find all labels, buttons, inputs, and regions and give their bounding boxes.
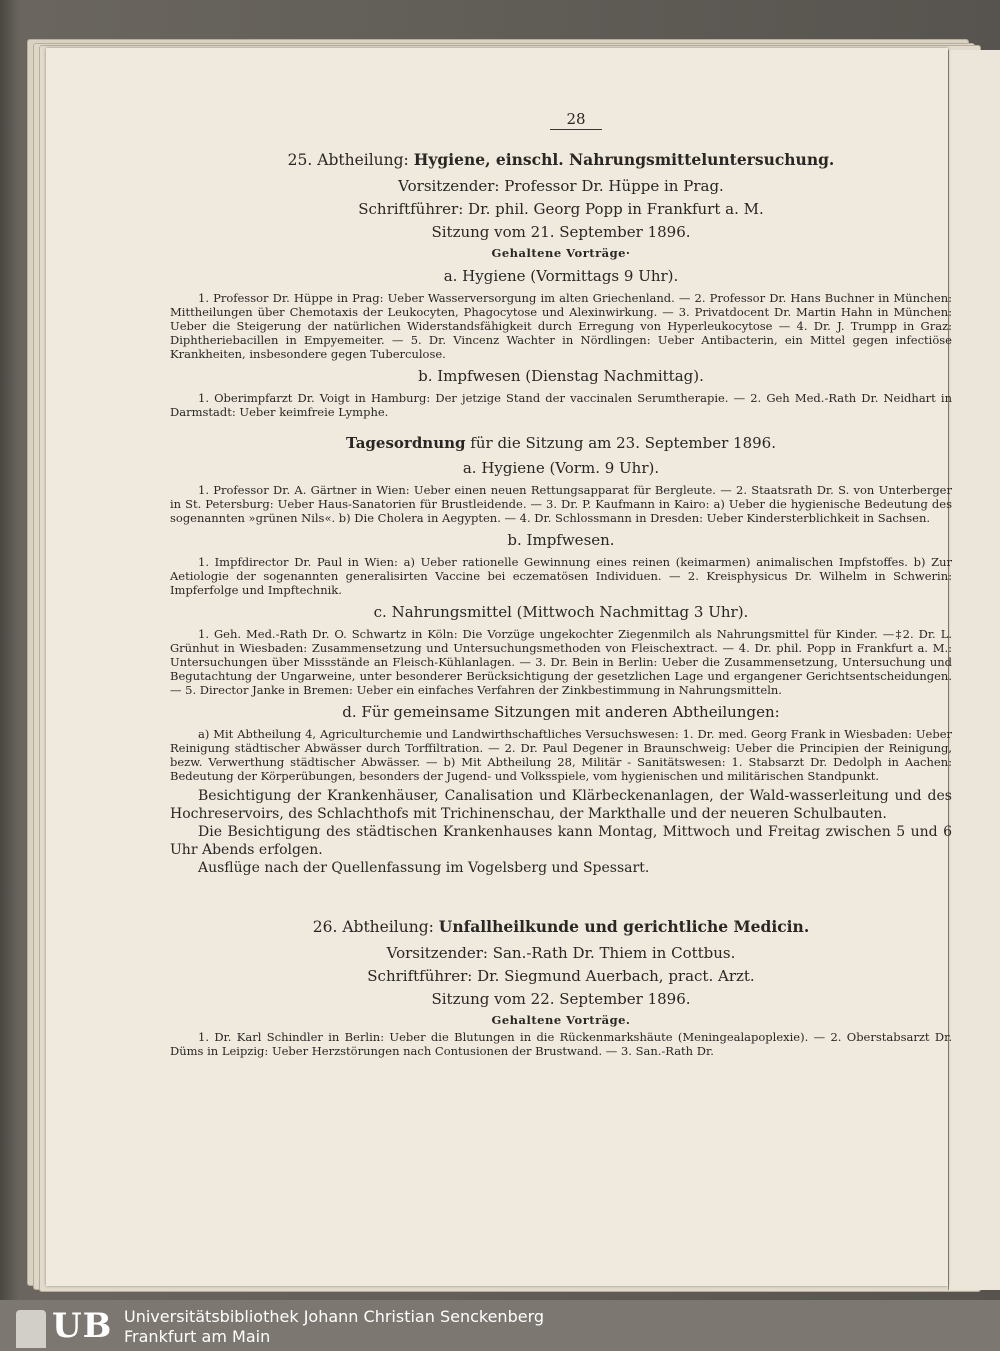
agenda-hygiene-text: 1. Professor Dr. A. Gärtner in Wien: Ueber einen neuen Rettungsapparat für Bergleute. — 2. Staatsrath Dr. S. von Unterberger in St. Petersburg: Ueber Haus-Sanatorien für Brustleidende. — 3. Dr. P. Kaufmann in Kairo: a) Ueber die hygienische Bedeutung des sogenannten »grünen Nils«. b) Die Cholera in Aegypten. — 4. Dr. Schlossmann in Dresden: Ueber Kindersterblichkeit in Sachsen. [170,483,952,525]
library-city: Frankfurt am Main [124,1327,271,1346]
ub-logo-text: UB [52,1306,113,1346]
library-footer [0,1300,1000,1351]
library-logo [14,1304,118,1348]
section-26-chair: Vorsitzender: San.-Rath Dr. Thiem in Cottbus. [386,944,736,962]
page-number: 28 [200,112,952,130]
agenda-vaccination-heading: b. Impfwesen. [507,531,615,549]
section-25-chair: Vorsitzender: Professor Dr. Hüppe in Prag. [398,177,724,195]
section-25-session-date: Sitzung vom 21. September 1896. [431,223,691,241]
section-26-lectures-heading: Gehaltene Vorträge. [491,1013,631,1027]
agenda-heading: Tagesordnung für die Sitzung am 23. September 1896. [345,434,776,452]
library-name: Universitätsbibliothek Johann Christian Senckenberg [124,1307,545,1326]
hospital-visit-paragraph: Die Besichtigung des städtischen Krankenhauses kann Montag, Mittwoch und Freitag zwischen 5 und 6 Uhr Abends erfolgen. [170,824,952,858]
section-26-text: 1. Dr. Karl Schindler in Berlin: Ueber die Blutungen in die Rückenmarkshäute (Meningealapoplexie). — 2. Oberstabsarzt Dr. Düms in Leipzig: Ueber Herzstörungen nach Contusionen der Brustwand. — 3. San.-Rath Dr. [170,1030,952,1058]
agenda-food-text: 1. Geh. Med.-Rath Dr. O. Schwartz in Köln: Die Vorzüge ungekochter Ziegenmilch als Nahrungsmittel für Kinder. —‡2. Dr. L. Grünhut in Wiesbaden: Zusammensetzung und Untersuchungsmethoden von Fleischextract. — 4. Dr. phil. Popp in Frankfurt a. M.: Untersuchungen über Missstände an Fleisch-Kühlanlagen. — 3. Dr. Bein in Berlin: Ueber die Zusammensetzung, Untersuchung und Begutachtung der Ungarweine, unter besonderer Berücksichtigung der gesetzlichen Lage und ergangener Gerichtsentscheidungen. — 5. Director Janke in Bremen: Ueber ein einfaches Verfahren der Zinkbestimmung in Nahrungsmitteln. [170,627,952,697]
section-26-heading: 26. Abtheilung: Unfallheilkunde und gerichtliche Medicin. [312,917,810,936]
agenda-vaccination-text: 1. Impfdirector Dr. Paul in Wien: a) Ueber rationelle Gewinnung eines reinen (keimarmen) animalischen Impfstoffes. b) Zur Aetiologie der sogenannten generalisirten Vaccine bei eczematösen Individuen. — 2. Kreisphysicus Dr. Wilhelm in Schwerin: Impferfolge und Impftechnik. [170,555,952,597]
page-content [170,112,952,1062]
section-26-secretary: Schriftführer: Dr. Siegmund Auerbach, pract. Arzt. [367,967,755,985]
section-25-secretary: Schriftführer: Dr. phil. Georg Popp in Frankfurt a. M. [358,200,764,218]
subsection-vaccination-text: 1. Oberimpfarzt Dr. Voigt in Hamburg: Der jetzige Stand der vaccinalen Serumtherapie. — 2. Geh Med.-Rath Dr. Neidhart in Darmstadt: Ueber keimfreie Lymphe. [170,391,952,419]
agenda-hygiene-heading: a. Hygiene (Vorm. 9 Uhr). [462,459,660,477]
visits-paragraph: Besichtigung der Krankenhäuser, Canalisation und Klärbeckenanlagen, der Wald-wasserleitung und des Hochreservoirs, des Schlachthofs mit Trichinenschau, der Markthalle und der neueren Schulbauten. [170,788,952,822]
excursions-paragraph: Ausflüge nach der Quellenfassung im Vogelsberg und Spessart. [198,860,650,876]
facing-page-edge [948,50,1000,1290]
document-page [46,48,952,1286]
section-25-lectures-heading: Gehaltene Vorträge· [491,246,631,260]
agenda-joint-sessions-heading: d. Für gemeinsame Sitzungen mit anderen Abtheilungen: [342,703,780,721]
senckenberg-portrait-icon [16,1310,46,1348]
section-26-session-date: Sitzung vom 22. September 1896. [431,990,691,1008]
subsection-hygiene-heading: a. Hygiene (Vormittags 9 Uhr). [443,267,679,285]
section-gap [170,877,952,917]
subsection-hygiene-text: 1. Professor Dr. Hüppe in Prag: Ueber Wasserversorgung im alten Griechenland. — 2. Professor Dr. Hans Buchner in München: Mittheilungen über Chemotaxis der Leukocyten, Phagocytose und Alexinwirkung. — 3. Privatdocent Dr. Martin Hahn in München: Ueber die Steigerung der natürlichen Widerstandsfähigkeit durch Erregung von Hyperleukocytose — 4. Dr. J. Trumpp in Graz: Diphtheriebacillen in Empyemeiter. — 5. Dr. Vincenz Wachter in Nördlingen: Ueber Antibacterin, ein Mittel gegen infectiöse Krankheiten, insbesondere gegen Tuberculose. [170,291,952,361]
section-25-heading: 25. Abtheilung: Hygiene, einschl. Nahrungsmitteluntersuchung. [287,150,835,169]
agenda-food-heading: c. Nahrungsmittel (Mittwoch Nachmittag 3 Uhr). [373,603,749,621]
subsection-vaccination-heading: b. Impfwesen (Dienstag Nachmittag). [418,367,704,385]
agenda-joint-sessions-text: a) Mit Abtheilung 4, Agriculturchemie und Landwirthschaftliches Versuchswesen: 1. Dr. med. Georg Frank in Wiesbaden: Ueber Reinigung städtischer Abwässer durch Torffiltration. — 2. Dr. Paul Degener in Braunschweig: Ueber die Principien der Reinigung, bezw. Verwerthung städtischer Abwässer. — b) Mit Abtheilung 28, Militär - Sanitätswesen: 1. Stabsarzt Dr. Dedolph in Aachen: Bedeutung der Körperübungen, besonders der Jugend- und Volksspiele, vom hygienischen und militärischen Standpunkt. [170,727,952,783]
